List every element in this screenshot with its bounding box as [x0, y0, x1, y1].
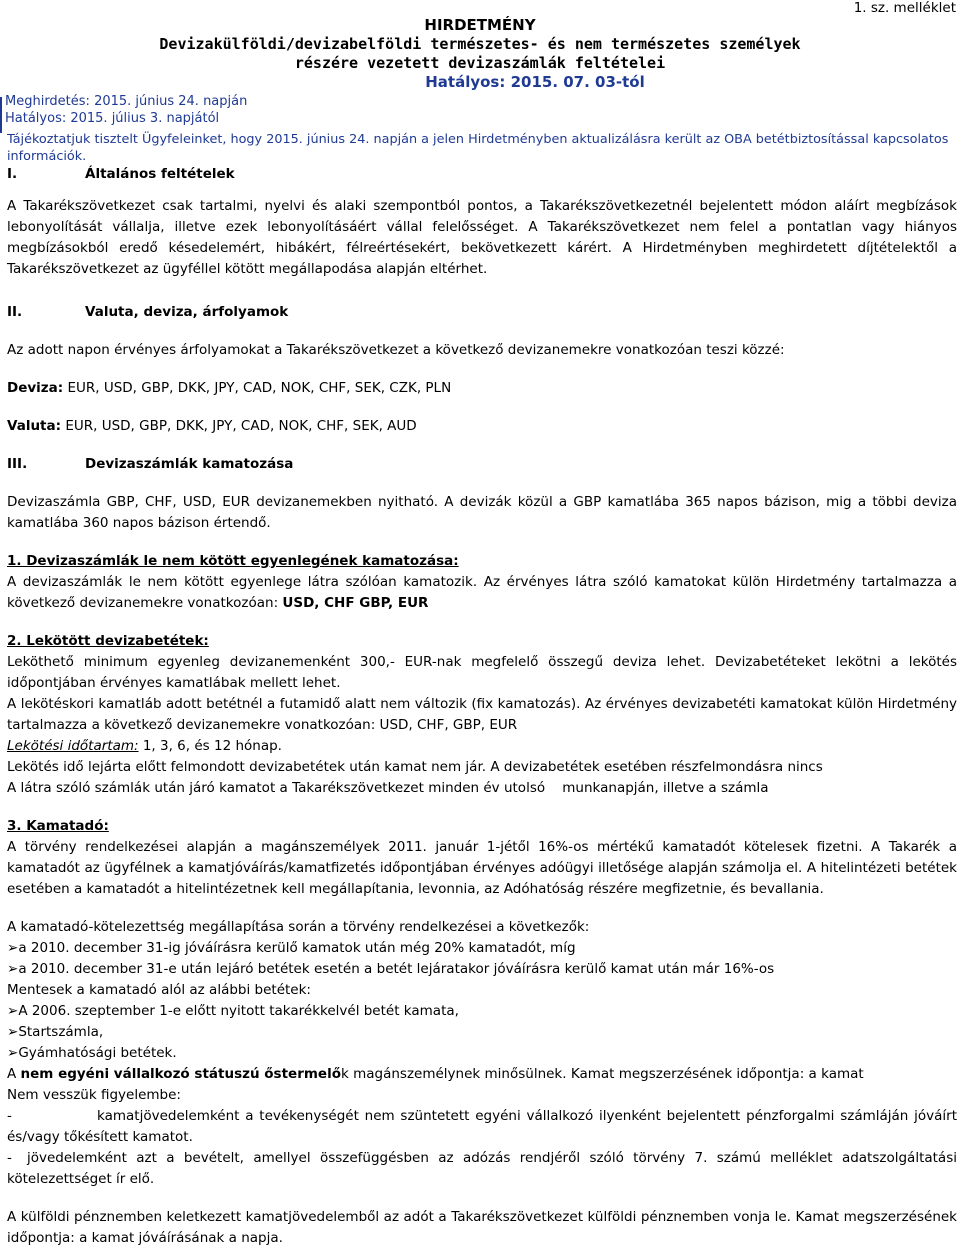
- term-line: [7, 736, 957, 757]
- dash-bullet: -: [7, 1150, 12, 1166]
- subsection-2-paragraph-1: Leköthető minimum egyenleg devizanemenként 300,- EUR-nak megfelelő összegű deviza lehet. Devizabetéteket lekötni a lekötés időpontjában érvényes kamatlábak mellett lehet.: [7, 654, 957, 691]
- subsection-2-paragraph-2: A lekötéskori kamatláb adott betétnél a futamidő alatt nem változik (fix kamatozás). Az érvényes devizabetéti kamatokat külön Hirdetmény tartalmazza a következő devizanemekre vonatkozóan: USD, CHF, GBP, EUR: [7, 696, 957, 733]
- dash-text: jövedelemként azt a bevételt, amellyel összefüggésben az adózás rendjéről szóló törvény 7. számú melléklet adatszolgáltatási kötelezettséget ír elő.: [7, 1150, 957, 1187]
- subsection-2-paragraph-4: A látra szóló számlák után járó kamatot a Takarékszövetkezet minden év utolsó munkanapján, illetve a számla: [7, 780, 769, 796]
- bullet-text: A 2006. szeptember 1-e előtt nyitott takarékkelvél betét kamata,: [18, 1003, 459, 1019]
- dash-bullet: -: [7, 1108, 12, 1124]
- subsection-1-currencies: USD, CHF GBP, EUR: [282, 595, 429, 611]
- arrow-bullet-icon: ➢: [7, 1024, 19, 1040]
- valuta-label: Valuta:: [7, 418, 62, 434]
- arrow-bullet-icon: ➢: [7, 940, 19, 956]
- effective-date: Hatályos: 2015. 07. 03-tól: [425, 73, 645, 91]
- valid-from-date: Hatályos: 2015. július 3. napjától: [5, 111, 220, 126]
- valuta-values: EUR, USD, GBP, DKK, JPY, CAD, NOK, CHF, SEK, AUD: [61, 418, 417, 434]
- subsection-1-text: A devizaszámlák le nem kötött egyenlege látra szólóan kamatozik. Az érvényes látra szóló kamatokat külön Hirdetmény tartalmazza a következő devizanemekre vonatkozóan:: [7, 574, 957, 611]
- info-notice: Tájékoztatjuk tisztelt Ügyfeleinket, hogy 2015. június 24. napján a jelen Hirdetményben aktualizálásra került az OBA betétbiztosítással kapcsolatos információk.: [7, 132, 949, 164]
- section-number: III.: [7, 456, 28, 472]
- header-subtitle-line1: Devizakülföldi/devizabelföldi természetes- és nem természetes személyek: [159, 35, 801, 53]
- section-title: Valuta, deviza, árfolyamok: [85, 304, 289, 320]
- subsection-3-paragraph-1: A törvény rendelkezései alapján a magánszemélyek 2011. január 1-jétől 16%-os mértékű kamatadót kötelesek fizetni. A Takarék a kamatadót az ügyfélnek a kamatjóváírás/kamatfizetés időpontjában érvényes adóügyi illetősége alapján számolja el. A hitelintézeti betétek esetében a kamatadót a hitelintézetnek kell megállapítania, levonnia, az Adóhatóság részére megfizetnie, és bevallania.: [7, 839, 957, 897]
- section-2-heading: [7, 302, 957, 323]
- exempt-title: Mentesek a kamatadó alól az alábbi betétek:: [7, 982, 311, 998]
- deviza-label: Deviza:: [7, 380, 64, 396]
- subsection-1-title: 1. Devizaszámlák le nem kötött egyenlegének kamatozása:: [7, 553, 459, 569]
- section-2-paragraph: Az adott napon érvényes árfolyamokat a Takarékszövetkezet a következő devizanemekre vonatkozóan teszi közzé:: [7, 342, 785, 358]
- egyeni-bold: nem egyéni vállalkozó státuszú őstermelő: [20, 1066, 341, 1082]
- document-body: [7, 164, 957, 1249]
- section-title: Általános feltételek: [85, 166, 235, 182]
- section-title: Devizaszámlák kamatozása: [85, 456, 294, 472]
- subsection-3-paragraph-2: A kamatadó-kötelezettség megállapítása során a törvény rendelkezései a következők:: [7, 919, 590, 935]
- header-subtitle-line2: részére vezetett devizaszámlák feltételei: [294, 54, 666, 72]
- bullet-item: [7, 1022, 957, 1043]
- section-number: II.: [7, 304, 23, 320]
- exclusions-title: Nem vesszük figyelembe:: [7, 1087, 181, 1103]
- subsection-3-title: 3. Kamatadó:: [7, 818, 109, 834]
- dash-item: [7, 1106, 957, 1148]
- bullet-item: [7, 959, 957, 980]
- bullet-text: Gyámhatósági betétek.: [18, 1045, 177, 1061]
- bullet-item: [7, 938, 957, 959]
- section-number: I.: [7, 166, 18, 182]
- section-3-heading: [7, 454, 957, 475]
- bullet-text: a 2010. december 31-e után lejáró betétek esetén a betét lejáratakor jóváírásra kerülő kamat után már 16%-os: [18, 961, 775, 977]
- arrow-bullet-icon: ➢: [7, 1045, 19, 1061]
- egyeni-pre: A: [7, 1066, 21, 1082]
- subsection-2-title: 2. Lekötött devizabetétek:: [7, 633, 209, 649]
- published-date: Meghirdetés: 2015. június 24. napján: [5, 94, 248, 109]
- bullet-text: a 2010. december 31-ig jóváírásra kerülő kamatok után még 20% kamatadót, míg: [18, 940, 576, 956]
- deviza-list: [7, 378, 957, 399]
- dash-item: [7, 1148, 957, 1190]
- arrow-bullet-icon: ➢: [7, 1003, 19, 1019]
- bullet-item: [7, 1001, 957, 1022]
- section-1-heading: [7, 164, 957, 185]
- bullet-text: Startszámla,: [18, 1024, 104, 1040]
- annex-label: 1. sz. melléklet: [853, 0, 956, 16]
- deviza-values: EUR, USD, GBP, DKK, JPY, CAD, NOK, CHF, SEK, CZK, PLN: [63, 380, 452, 396]
- bullet-item: [7, 1043, 957, 1064]
- term-label: Lekötési időtartam:: [7, 738, 139, 754]
- valuta-list: [7, 416, 957, 437]
- section-3-paragraph: Devizaszámla GBP, CHF, USD, EUR devizanemekben nyitható. A devizák közül a GBP kamatlába 365 napos bázison, mig a többi deviza kamatlába 360 napos bázison értendő.: [7, 494, 957, 531]
- section-1-paragraph: A Takarékszövetkezet csak tartalmi, nyelvi és alaki szempontból pontos, a Takarékszövetkezetnél bejelentett módon aláírt megbízások lebonyolítását vállalja, illetve ezek lebonyolításáért vállal felelősséget. A Takarékszövetkezet nem felel a pontatlan vagy hiányos megbízásokból eredő késedelemért, hibákért, félreértésekért, bekövetkezett kárért. A Hirdetményben meghirdetett díjtételektől a Takarékszövetkezet az ügyféllel kötött megállapodása alapján eltérhet.: [7, 198, 957, 277]
- egyeni-post: k magánszemélynek minősülnek. Kamat megszerzésének időpontja: a kamat: [340, 1066, 864, 1082]
- foreign-paragraph: A külföldi pénznemben keletkezett kamatjövedelemből az adót a Takarékszövetkezet külföldi pénznemben vonja le. Kamat megszerzésének időpontja: a kamat jóváírásának a napja.: [7, 1209, 957, 1246]
- subsection-2-paragraph-3: Lekötés idő lejárta előtt felmondott devizabetétek után kamat nem jár. A devizabetétek esetében részfelmondásra nincs: [7, 759, 823, 775]
- subsection-1-paragraph: [7, 572, 957, 614]
- document-header: [0, 16, 960, 92]
- dash-text: kamatjövedelemként a tevékenységét nem szüntetett egyéni vállalkozó ilyenként bejelentett pénzforgalmi számláján jóváírt és/vagy tőkésített kamatot.: [7, 1108, 957, 1145]
- egyeni-paragraph: [7, 1064, 957, 1085]
- arrow-bullet-icon: ➢: [7, 961, 19, 977]
- meta-bar: [0, 97, 2, 133]
- publication-meta: [5, 93, 247, 127]
- term-value: 1, 3, 6, és 12 hónap.: [138, 738, 282, 754]
- document-title: HIRDETMÉNY: [424, 16, 536, 34]
